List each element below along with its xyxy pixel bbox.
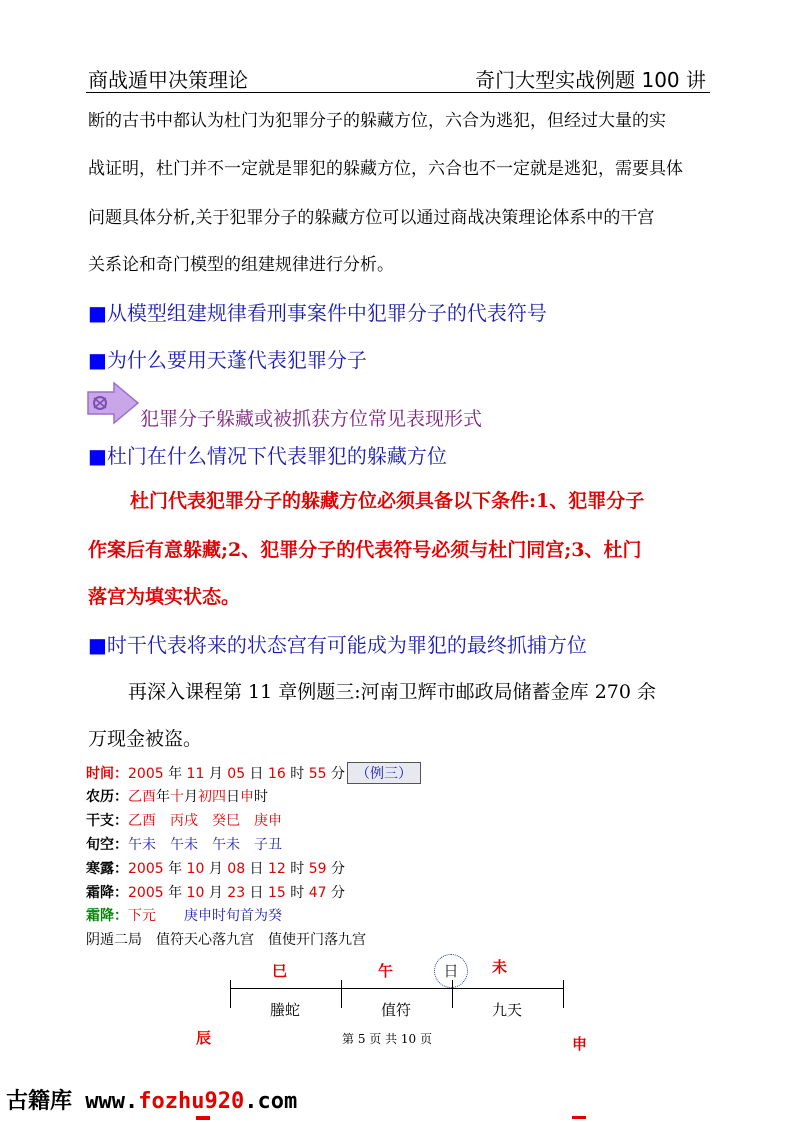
section-heading-shigan bbox=[88, 629, 587, 658]
branch-wei-label: 未 bbox=[492, 958, 508, 976]
info-unit: 年 bbox=[156, 789, 170, 805]
info-value: 午未 午未 午未 子丑 bbox=[128, 837, 282, 853]
info-unit: 时 bbox=[285, 861, 309, 877]
page-number: 第 5 页 共 10 页 bbox=[342, 1032, 432, 1046]
info-value: 2005 bbox=[128, 885, 164, 901]
case-intro-line: 万现金被盗。 bbox=[88, 728, 203, 750]
info-time-row bbox=[86, 762, 421, 784]
info-unit: 月 bbox=[184, 789, 198, 805]
header-book-title: 商战遁甲决策理论 bbox=[88, 68, 248, 92]
section-heading-text: 时干代表将来的状态宫有可能成为罪犯的最终抓捕方位 bbox=[106, 633, 587, 657]
info-label: 霜降： bbox=[86, 885, 128, 901]
info-value: 10 bbox=[186, 861, 205, 877]
info-unit: 年 bbox=[163, 861, 187, 877]
info-unit: 日 bbox=[245, 861, 269, 877]
info-unit: 月 bbox=[204, 861, 228, 877]
header-series-title: 奇门大型实战例题 100 讲 bbox=[475, 68, 706, 92]
info-unit: 日 bbox=[245, 766, 269, 782]
info-value: 47 bbox=[308, 885, 327, 901]
info-unit: 分 bbox=[326, 861, 346, 877]
info-value: 初四 bbox=[198, 789, 226, 805]
square-bullet-icon: ■ bbox=[88, 348, 107, 372]
case-intro-line: 再深入课程第 11 章例题三:河南卫辉市邮政局储蓄金库 270 余 bbox=[128, 681, 657, 703]
info-value: 05 bbox=[227, 766, 246, 782]
day-marker-circle: 日 bbox=[434, 954, 468, 988]
info-value: 23 bbox=[227, 885, 246, 901]
info-value: 2005 bbox=[128, 766, 164, 782]
info-shuangjiang-row bbox=[86, 882, 345, 902]
info-unit: 分 bbox=[326, 885, 346, 901]
info-value: 11 bbox=[186, 766, 205, 782]
watermark-text bbox=[6, 1084, 297, 1115]
info-label: 农历： bbox=[86, 789, 128, 805]
info-label: 旬空： bbox=[86, 837, 128, 853]
info-value: 乙酉 bbox=[128, 789, 156, 805]
info-value: 乙酉 丙戌 癸巳 庚申 bbox=[128, 813, 282, 829]
chart-cell-label: 值符 bbox=[381, 1001, 412, 1019]
chart-cell-label: 螣蛇 bbox=[270, 1001, 301, 1019]
conditions-line: 杜门代表犯罪分子的躲藏方位必须具备以下条件:1、犯罪分子 bbox=[130, 490, 645, 512]
info-ganzhi-row bbox=[86, 810, 282, 830]
info-unit: 年 bbox=[163, 885, 187, 901]
conditions-line: 落宫为填实状态。 bbox=[88, 586, 241, 608]
info-ju-row: 阴遁二局 值符天心落九宫 值使开门落九宫 bbox=[86, 932, 366, 948]
watermark-prefix: 古籍库 www. bbox=[6, 1089, 139, 1114]
info-value: 12 bbox=[268, 861, 286, 877]
info-unit: 时 bbox=[285, 885, 309, 901]
info-label: 寒露： bbox=[86, 861, 128, 877]
info-value: 15 bbox=[268, 885, 286, 901]
square-bullet-icon: ■ bbox=[88, 444, 107, 468]
info-value: 16 bbox=[268, 766, 286, 782]
section-heading-model-symbol bbox=[88, 297, 547, 326]
info-value: 下元 bbox=[128, 908, 156, 924]
header-divider bbox=[86, 92, 710, 93]
info-label: 时间： bbox=[86, 766, 128, 782]
info-unit: 分 bbox=[326, 766, 346, 782]
info-value: 10 bbox=[186, 885, 205, 901]
info-value: 2005 bbox=[128, 861, 164, 877]
branch-si-label: 巳 bbox=[272, 962, 288, 980]
section-heading-tianpeng bbox=[88, 344, 367, 373]
info-label: 干支： bbox=[86, 813, 128, 829]
chart-divider bbox=[563, 980, 564, 1008]
info-value: 08 bbox=[227, 861, 246, 877]
info-unit: 年 bbox=[163, 766, 187, 782]
info-value: 59 bbox=[308, 861, 327, 877]
clipped-glyph bbox=[572, 1116, 586, 1119]
square-bullet-icon: ■ bbox=[88, 633, 107, 657]
conditions-line: 作案后有意躲藏;2、犯罪分子的代表符号必须与杜门同宫;3、杜门 bbox=[88, 539, 642, 561]
chart-divider bbox=[341, 980, 342, 1008]
info-xunkong-row bbox=[86, 834, 282, 854]
section-heading-dumen bbox=[88, 440, 447, 469]
watermark-suffix: .com bbox=[244, 1089, 298, 1114]
info-hanlu-row bbox=[86, 858, 345, 878]
case-tag-button[interactable]: （例三） bbox=[347, 762, 421, 784]
info-unit: 日 bbox=[226, 789, 240, 805]
info-lunar-row bbox=[86, 786, 268, 806]
arrow-pointer-icon bbox=[84, 380, 140, 426]
chart-divider bbox=[230, 980, 231, 1008]
info-unit: 时 bbox=[285, 766, 309, 782]
info-value: 申 bbox=[240, 789, 254, 805]
info-value: 55 bbox=[308, 766, 327, 782]
info-unit: 日 bbox=[245, 885, 269, 901]
chart-divider bbox=[452, 980, 453, 1008]
paragraph-line: 断的古书中都认为杜门为犯罪分子的躲藏方位，六合为逃犯，但经过大量的实 bbox=[88, 111, 666, 131]
square-bullet-icon: ■ bbox=[88, 301, 107, 325]
section-heading-text: 杜门在什么情况下代表罪犯的躲藏方位 bbox=[106, 444, 447, 468]
info-unit: 月 bbox=[204, 885, 228, 901]
chart-cell-label: 九天 bbox=[492, 1001, 523, 1019]
info-unit: 月 bbox=[204, 766, 228, 782]
chart-top-border bbox=[230, 988, 564, 989]
info-value: 十 bbox=[170, 789, 184, 805]
info-label: 霜降： bbox=[86, 908, 128, 924]
info-unit: 时 bbox=[254, 789, 268, 805]
branch-wu-label: 午 bbox=[378, 962, 394, 980]
paragraph-line: 问题具体分析,关于犯罪分子的躲藏方位可以通过商战决策理论体系中的干宫 bbox=[88, 208, 655, 228]
subsection-heading: 犯罪分子躲藏或被抓获方位常见表现形式 bbox=[140, 408, 483, 430]
info-yuan-row bbox=[86, 905, 282, 925]
paragraph-line: 关系论和奇门模型的组建规律进行分析。 bbox=[88, 255, 394, 275]
branch-shen-label: 申 bbox=[572, 1035, 588, 1053]
info-value: 庚申时旬首为癸 bbox=[184, 908, 282, 924]
paragraph-line: 战证明，杜门并不一定就是罪犯的躲藏方位，六合也不一定就是逃犯，需要具体 bbox=[88, 159, 683, 179]
section-heading-text: 从模型组建规律看刑事案件中犯罪分子的代表符号 bbox=[106, 301, 547, 325]
branch-chen-label: 辰 bbox=[196, 1029, 212, 1047]
watermark-accent: fozhu920 bbox=[138, 1089, 245, 1114]
section-heading-text: 为什么要用天蓬代表犯罪分子 bbox=[106, 348, 367, 372]
